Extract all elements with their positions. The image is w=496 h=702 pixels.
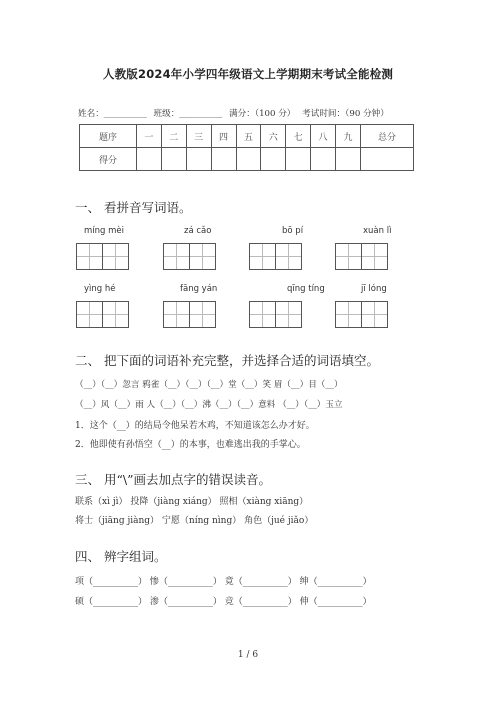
pinyin-label: yìng hé xyxy=(84,284,116,294)
pinyin-label: xuàn lì xyxy=(363,226,392,236)
score-cell[interactable] xyxy=(161,148,186,171)
pinyin-label: míng mèi xyxy=(84,226,124,236)
fill-question: 1．这个（__）的结局令他呆若木鸡，不知道该怎么办才好。 xyxy=(75,421,315,431)
score-cell[interactable] xyxy=(236,148,261,171)
pronunciation-line: 将士（jiāng jiàng） 宁愿（níng nìng） 角色（jué jiǎo） xyxy=(75,516,314,526)
idiom-line: （__）（__）忽言 鸦雀（__）（__）（__）堂（__）笑 眉（__）目（__） xyxy=(75,380,343,390)
writing-grid-cell[interactable] xyxy=(163,301,190,328)
name-field: 姓名：__________ xyxy=(78,109,147,119)
writing-grid-cell[interactable] xyxy=(335,243,362,270)
score-cell[interactable] xyxy=(137,148,162,171)
writing-grid-cell[interactable] xyxy=(76,301,103,328)
score-header-cell: 六 xyxy=(261,125,286,148)
fill-question: 2．他即使有孙悟空（__）的本事，也难逃出我的手掌心。 xyxy=(75,440,306,450)
score-row-label: 得分 xyxy=(80,148,137,171)
score-cell[interactable] xyxy=(311,148,336,171)
writing-boxes xyxy=(163,301,215,328)
writing-grid-cell[interactable] xyxy=(249,301,276,328)
section2-heading: 二、 把下面的词语补充完整，并选择合适的词语填空。 xyxy=(75,353,379,368)
pinyin-label: zá cǎo xyxy=(184,226,212,236)
score-table-header-row xyxy=(80,125,414,148)
score-cell[interactable] xyxy=(186,148,211,171)
exam-time: 考试时间：（90 分钟） xyxy=(302,109,389,119)
score-header-cell: 总分 xyxy=(361,125,414,148)
score-header-cell: 五 xyxy=(236,125,261,148)
writing-grid-cell[interactable] xyxy=(102,243,129,270)
score-header-cell: 四 xyxy=(211,125,236,148)
writing-grid-cell[interactable] xyxy=(163,243,190,270)
writing-grid-cell[interactable] xyxy=(275,301,302,328)
student-info-line xyxy=(78,107,393,119)
writing-grid-cell[interactable] xyxy=(102,301,129,328)
page-number: 1 / 6 xyxy=(237,650,259,660)
writing-boxes xyxy=(76,301,128,328)
score-header-cell: 一 xyxy=(137,125,162,148)
writing-grid-cell[interactable] xyxy=(335,301,362,328)
writing-grid-cell[interactable] xyxy=(189,301,216,328)
pinyin-label: bō pí xyxy=(282,226,304,236)
score-cell[interactable] xyxy=(261,148,286,171)
score-table-score-row xyxy=(80,148,414,171)
pinyin-label: fāng yán xyxy=(180,284,218,294)
writing-grid-cell[interactable] xyxy=(361,301,388,328)
writing-grid-cell[interactable] xyxy=(361,243,388,270)
pronunciation-line: 联系（xì jì） 投降（jiàng xiáng） 照相（xiàng xiāng） xyxy=(75,497,309,507)
pinyin-label: jī lóng xyxy=(361,284,387,294)
page-title: 人教版2024年小学四年级语文上学期期末考试全能检测 xyxy=(102,67,394,81)
writing-boxes xyxy=(335,243,387,270)
writing-boxes xyxy=(163,243,215,270)
section1-heading: 一、 看拼音写词语。 xyxy=(75,200,192,215)
writing-boxes xyxy=(249,301,301,328)
score-header-cell: 九 xyxy=(336,125,361,148)
writing-grid-cell[interactable] xyxy=(189,243,216,270)
section3-heading: 三、 用“\”画去加点字的错误读音。 xyxy=(75,472,271,487)
score-header-cell: 三 xyxy=(186,125,211,148)
writing-grid-cell[interactable] xyxy=(275,243,302,270)
writing-boxes xyxy=(335,301,387,328)
writing-grid-cell[interactable] xyxy=(76,243,103,270)
score-header-cell: 题序 xyxy=(80,125,137,148)
score-header-cell: 七 xyxy=(286,125,311,148)
score-header-cell: 八 xyxy=(311,125,336,148)
word-group-line: 项（__________） 惨（__________） 竟（__________） 绅（__________） xyxy=(75,577,372,587)
class-field: 班级：__________ xyxy=(153,109,223,119)
writing-boxes xyxy=(76,243,128,270)
writing-boxes xyxy=(249,243,301,270)
score-cell[interactable] xyxy=(336,148,361,171)
score-cell[interactable] xyxy=(286,148,311,171)
writing-grid-cell[interactable] xyxy=(249,243,276,270)
word-group-line: 硕（__________） 渗（__________） 竞（__________） 伸（__________） xyxy=(75,597,372,607)
score-table xyxy=(79,124,414,171)
idiom-line: （__）风（__）雨 人（__）（__）沸（__）（__）意料 （__）（__）玉立 xyxy=(75,400,343,410)
section4-heading: 四、 辨字组词。 xyxy=(75,549,167,564)
score-cell[interactable] xyxy=(211,148,236,171)
full-score: 满分：（100 分） xyxy=(229,109,296,119)
score-cell[interactable] xyxy=(361,148,414,171)
score-header-cell: 二 xyxy=(161,125,186,148)
pinyin-label: qīng tíng xyxy=(287,284,325,294)
